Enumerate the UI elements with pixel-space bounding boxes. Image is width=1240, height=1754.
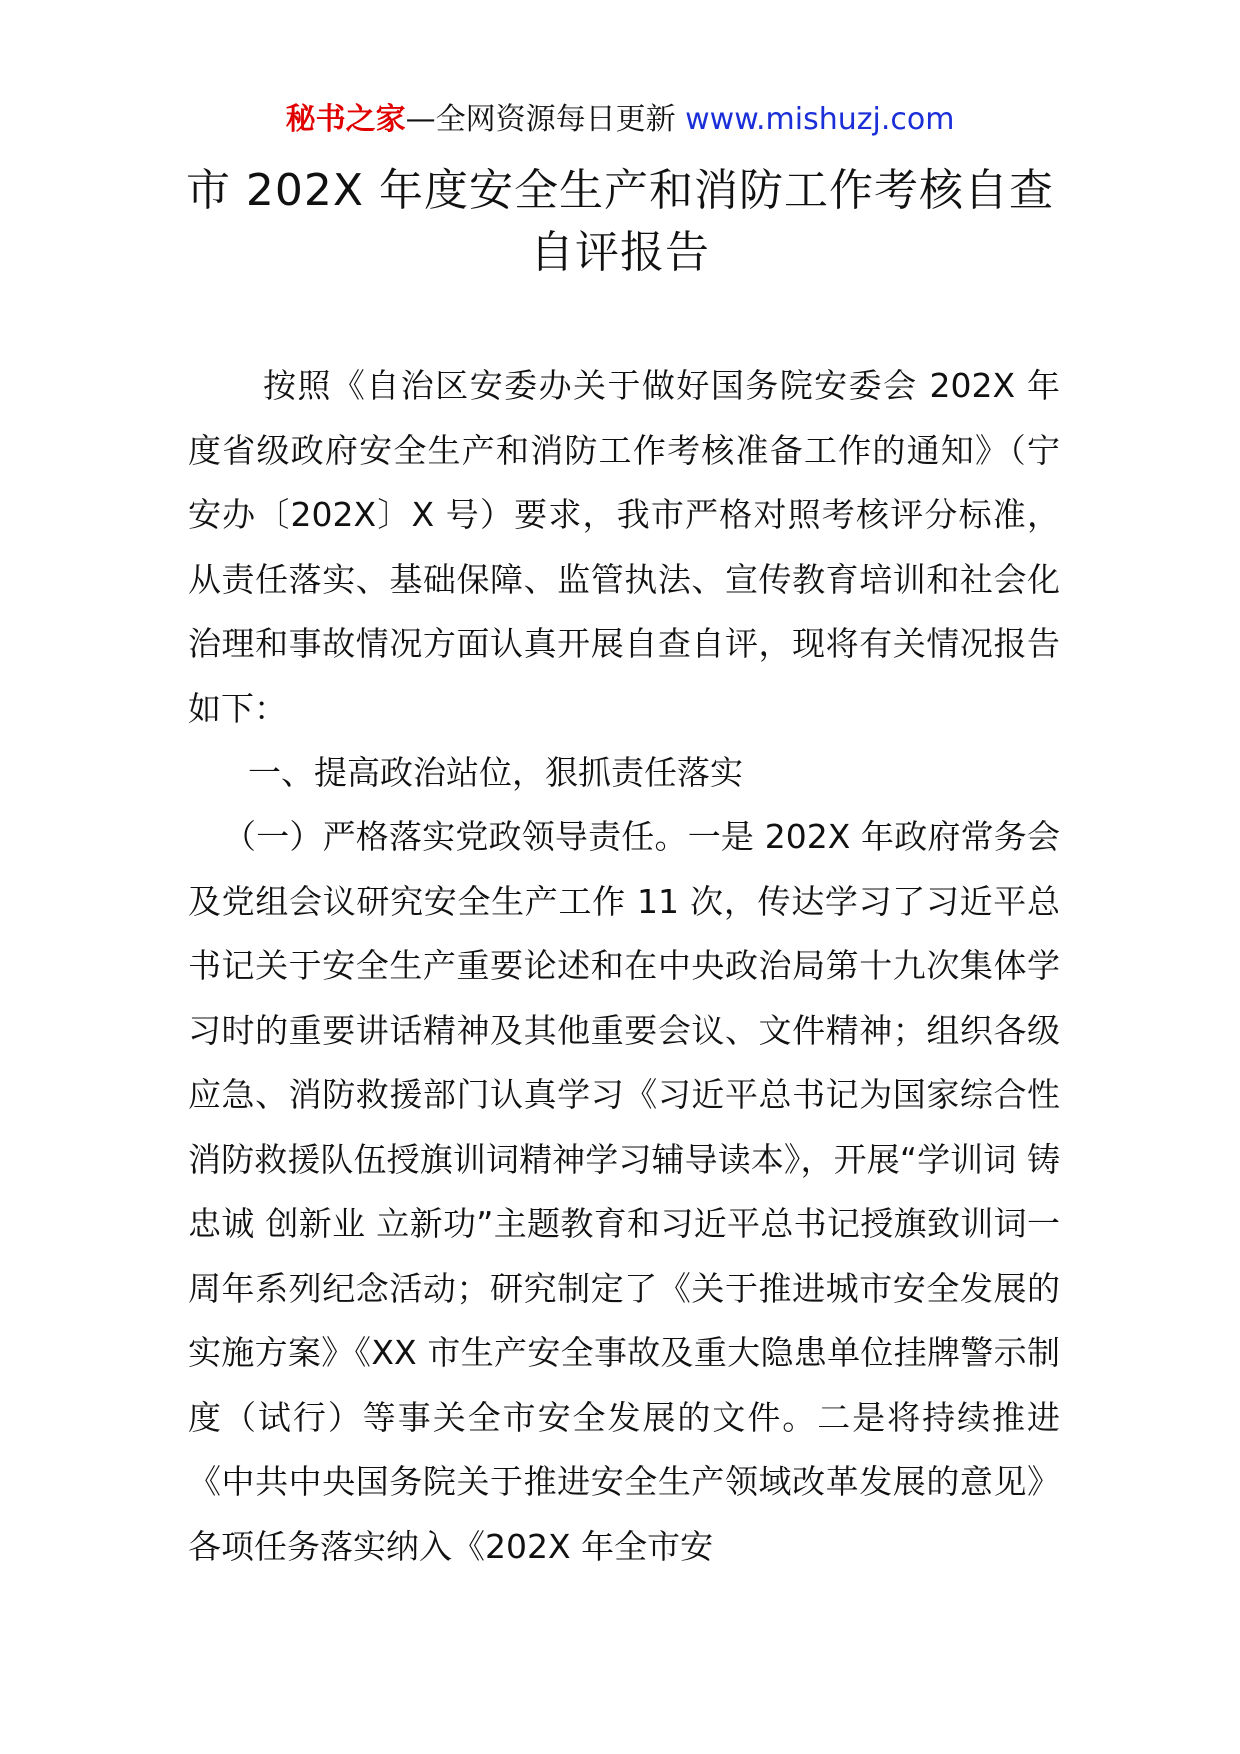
site-url-link[interactable]: www.mishuzj.com	[685, 102, 955, 137]
body-paragraph: （一）严格落实党政领导责任。一是 202X 年政府常务会及党组会议研究安全生产工作 11 次，传达学习了习近平总书记关于安全生产重要论述和在中央政治局第十九次集体学习时的重要讲话精神及其他重要会议、文件精神；组织各级应急、消防救援部门认真学习《习近平总书记为国家综合性消防救援队伍授旗训词精神学习辅导读本》，开展“学训词 铸忠诚 创新业 立新功”主题教育和习近平总书记授旗致训词一周年系列纪念活动；研究制定了《关于推进城市安全发展的实施方案》《XX 市生产安全事故及重大隐患单位挂牌警示制度（试行）等事关全市安全发展的文件。二是将持续推进《中共中央国务院关于推进安全生产领域改革发展的意见》各项任务落实纳入《202X 年全市安	[188, 817, 1060, 1566]
section-heading: 一、提高政治站位，狠抓责任落实	[248, 753, 743, 792]
brand-name: 秘书之家	[285, 102, 406, 137]
site-banner	[0, 98, 1240, 142]
intro-paragraph: 按照《自治区安委办关于做好国务院安委会 202X 年度省级政府安全生产和消防工作考核准备工作的通知》（宁安办〔202X〕X 号）要求，我市严格对照考核评分标准，从责任落实、基础保障、监管执法、宣传教育培训和社会化治理和事故情况方面认真开展自查自评，现将有关情况报告如下：	[188, 366, 1060, 728]
banner-tagline: —全网资源每日更新	[405, 102, 686, 137]
document-title: 市 202X 年度安全生产和消防工作考核自查自评报告	[185, 165, 1055, 278]
